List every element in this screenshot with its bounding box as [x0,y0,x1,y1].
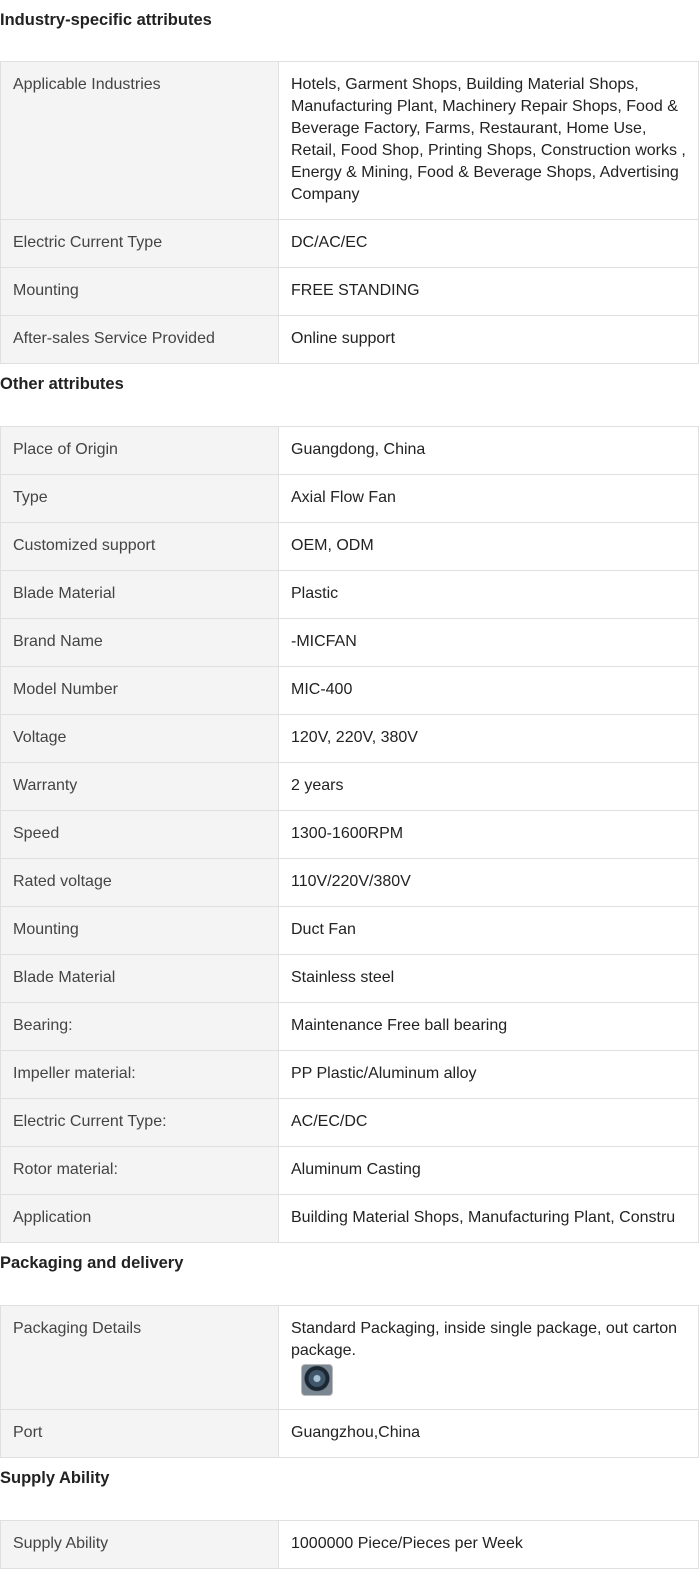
supply-table [0,1520,699,1569]
table-row [1,1521,699,1569]
attr-value: Online support [279,316,699,364]
attr-value: 1000000 Piece/Pieces per Week [279,1521,699,1569]
attr-key: Type [1,475,279,523]
attr-value: 110V/220V/380V [279,859,699,907]
packaging-image-thumbnail[interactable] [301,1364,333,1396]
attr-value: DC/AC/EC [279,220,699,268]
table-row [1,220,699,268]
attr-value: Plastic [279,571,699,619]
attr-key: Port [1,1410,279,1458]
table-row [1,667,699,715]
attr-value: 1300-1600RPM [279,811,699,859]
table-row [1,619,699,667]
attr-key: Application [1,1195,279,1243]
packaging-table [0,1305,699,1458]
attr-value-cell [279,1306,699,1410]
table-row [1,859,699,907]
table-row [1,268,699,316]
attr-value: OEM, ODM [279,523,699,571]
table-row [1,1003,699,1051]
section-title-industry: Industry-specific attributes [0,11,212,29]
attr-value: 120V, 220V, 380V [279,715,699,763]
attr-key: Electric Current Type: [1,1099,279,1147]
table-row [1,1147,699,1195]
table-row [1,763,699,811]
attr-value: -MICFAN [279,619,699,667]
table-row [1,475,699,523]
attr-key: Model Number [1,667,279,715]
table-row [1,1195,699,1243]
attr-key: Customized support [1,523,279,571]
attr-value: MIC-400 [279,667,699,715]
attr-key: Place of Origin [1,427,279,475]
attr-key: Applicable Industries [1,62,279,220]
attr-key: Warranty [1,763,279,811]
table-row [1,316,699,364]
attr-key: Brand Name [1,619,279,667]
table-row [1,571,699,619]
attr-value: Building Material Shops, Manufacturing Plant, Constru [279,1195,699,1243]
attr-value: Duct Fan [279,907,699,955]
table-row [1,715,699,763]
attr-key: Rotor material: [1,1147,279,1195]
table-row [1,955,699,1003]
attr-key: Rated voltage [1,859,279,907]
attr-key: Mounting [1,907,279,955]
attr-value: Standard Packaging, inside single package, out carton package. [291,1320,678,1359]
attr-key: Supply Ability [1,1521,279,1569]
attr-key: Packaging Details [1,1306,279,1410]
table-row [1,1410,699,1458]
attr-value: Maintenance Free ball bearing [279,1003,699,1051]
table-row [1,62,699,220]
attr-value: Aluminum Casting [279,1147,699,1195]
attr-value: PP Plastic/Aluminum alloy [279,1051,699,1099]
table-row [1,1306,699,1410]
attr-value: 2 years [279,763,699,811]
table-row [1,907,699,955]
attr-key: Mounting [1,268,279,316]
other-attributes-table [0,426,699,1243]
table-row [1,811,699,859]
attr-value: AC/EC/DC [279,1099,699,1147]
attr-value: Guangdong, China [279,427,699,475]
attr-key: Speed [1,811,279,859]
attr-value: Stainless steel [279,955,699,1003]
table-row [1,427,699,475]
attr-key: Voltage [1,715,279,763]
section-title-packaging: Packaging and delivery [0,1254,184,1272]
industry-attributes-table [0,61,699,364]
attr-value: Hotels, Garment Shops, Building Material Shops, Manufacturing Plant, Machinery Repair Shops, Food & Beverage Factory, Farms, Restaurant, Home Use, Retail, Food Shop, Printing Shops, Construction works , Energy & Mining, Food & Beverage Shops, Advertising Company [279,62,699,220]
attr-key: Blade Material [1,571,279,619]
table-row [1,1099,699,1147]
attr-key: Electric Current Type [1,220,279,268]
attr-value: Axial Flow Fan [279,475,699,523]
section-title-other: Other attributes [0,375,124,393]
attr-key: Blade Material [1,955,279,1003]
section-title-supply: Supply Ability [0,1469,110,1487]
attr-value: FREE STANDING [279,268,699,316]
attr-key: Bearing: [1,1003,279,1051]
attr-key: After-sales Service Provided [1,316,279,364]
attr-key: Impeller material: [1,1051,279,1099]
table-row [1,1051,699,1099]
attr-value: Guangzhou,China [279,1410,699,1458]
table-row [1,523,699,571]
